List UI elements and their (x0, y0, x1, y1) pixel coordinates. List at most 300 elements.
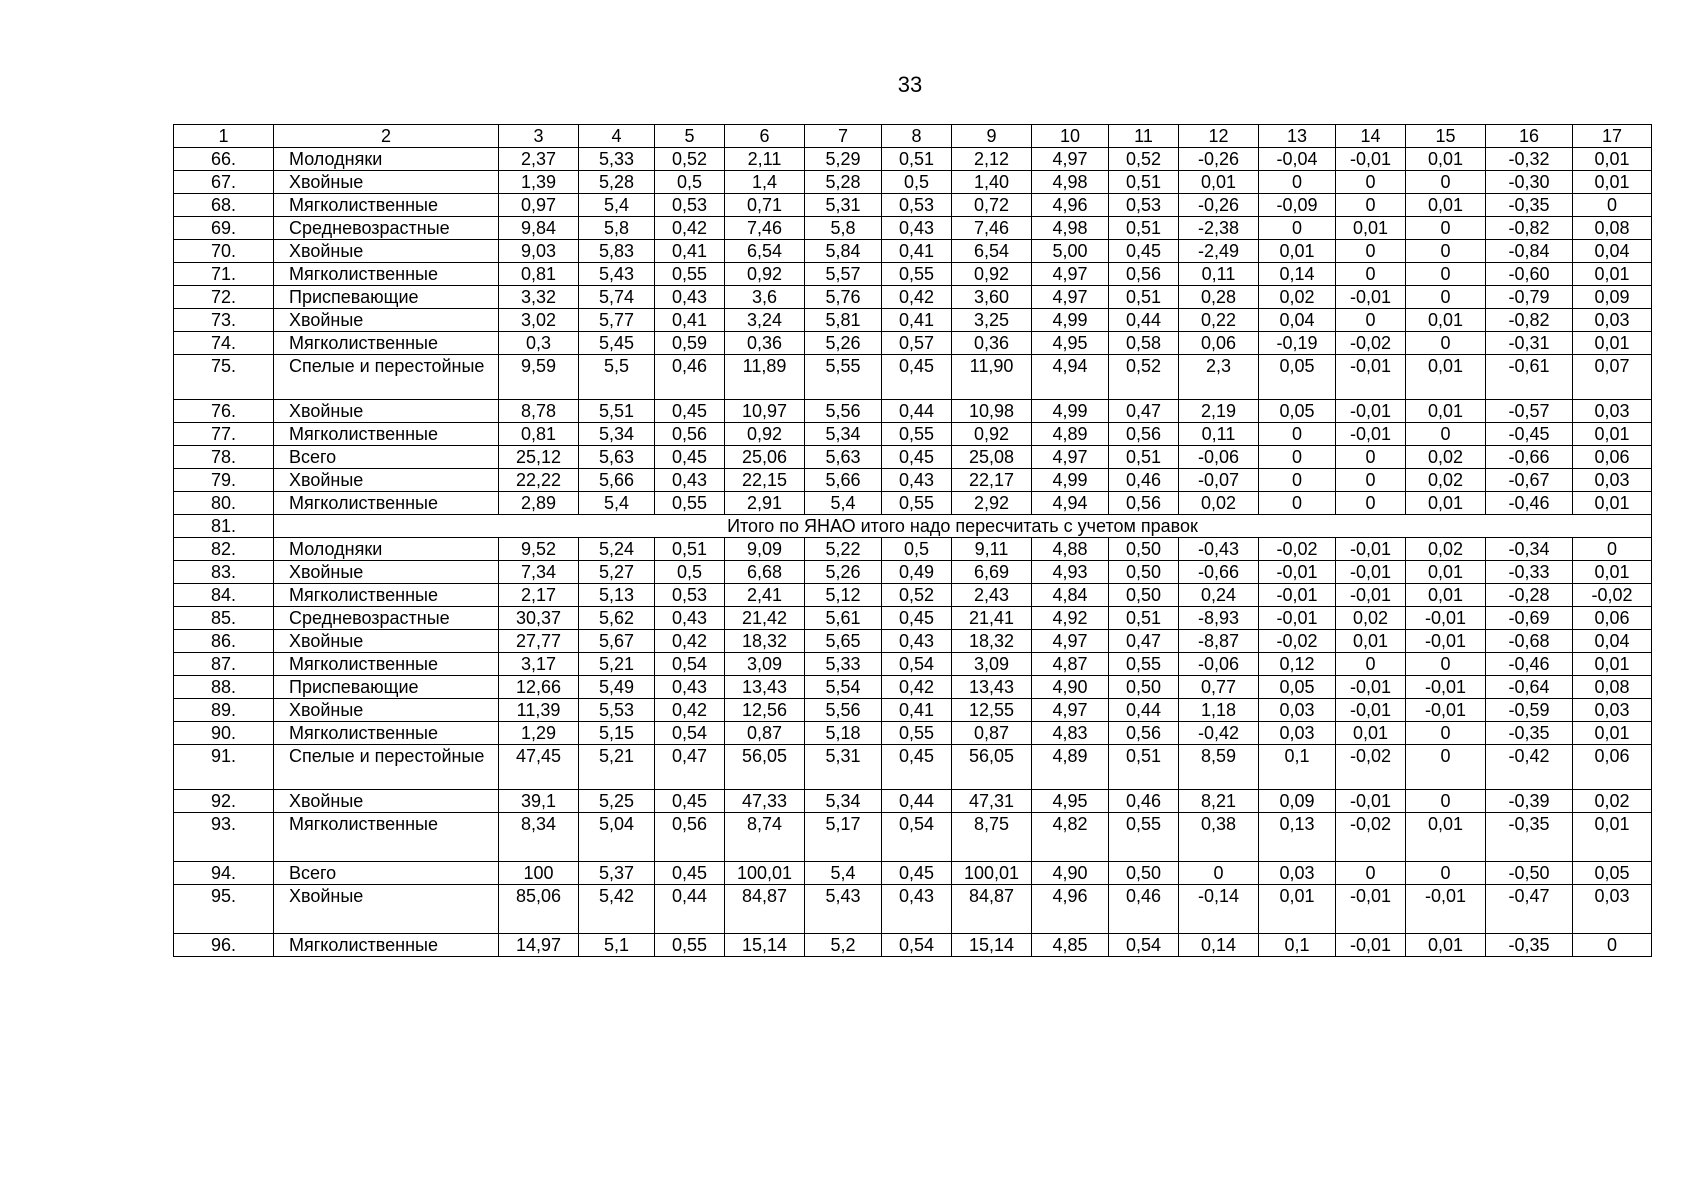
value-cell: 0,55 (882, 263, 952, 286)
value-cell: 5,56 (805, 699, 882, 722)
value-cell: 3,60 (952, 286, 1032, 309)
value-cell: -0,01 (1336, 286, 1406, 309)
value-cell: 9,09 (725, 538, 805, 561)
value-cell: 5,17 (805, 813, 882, 862)
value-cell: 5,8 (579, 217, 655, 240)
table-row (174, 400, 1652, 423)
value-cell: 0,55 (655, 492, 725, 515)
value-cell: 0 (1406, 862, 1486, 885)
value-cell: 0,13 (1259, 813, 1336, 862)
value-cell: 5,29 (805, 148, 882, 171)
row-number: 90. (174, 722, 274, 745)
value-cell: 0 (1406, 240, 1486, 263)
value-cell: 0,43 (655, 607, 725, 630)
row-category: Молодняки (274, 148, 499, 171)
value-cell: 5,28 (579, 171, 655, 194)
value-cell: 5,22 (805, 538, 882, 561)
value-cell: 0,43 (882, 885, 952, 934)
table-row (174, 584, 1652, 607)
value-cell: 4,83 (1032, 722, 1109, 745)
value-cell: 0,5 (655, 561, 725, 584)
value-cell: 0,04 (1573, 630, 1652, 653)
value-cell: 4,94 (1032, 492, 1109, 515)
value-cell: 0,01 (1573, 561, 1652, 584)
value-cell: -0,09 (1259, 194, 1336, 217)
value-cell: 6,54 (952, 240, 1032, 263)
value-cell: 5,25 (579, 790, 655, 813)
value-cell: 84,87 (725, 885, 805, 934)
value-cell: 0,87 (952, 722, 1032, 745)
value-cell: 9,59 (499, 355, 579, 400)
value-cell: 2,19 (1179, 400, 1259, 423)
value-cell: 0 (1406, 263, 1486, 286)
value-cell: 1,18 (1179, 699, 1259, 722)
table-row (174, 745, 1652, 790)
value-cell: 0,01 (1573, 492, 1652, 515)
value-cell: 4,97 (1032, 263, 1109, 286)
value-cell: 4,97 (1032, 286, 1109, 309)
column-header: 13 (1259, 125, 1336, 148)
value-cell: 14,97 (499, 934, 579, 957)
value-cell: 0,58 (1109, 332, 1179, 355)
row-number: 68. (174, 194, 274, 217)
table-row (174, 538, 1652, 561)
value-cell: 5,31 (805, 194, 882, 217)
value-cell: 0,52 (1109, 355, 1179, 400)
table-row (174, 194, 1652, 217)
value-cell: -0,04 (1259, 148, 1336, 171)
value-cell: -2,49 (1179, 240, 1259, 263)
value-cell: 0 (1406, 653, 1486, 676)
value-cell: -0,02 (1573, 584, 1652, 607)
table-row (174, 469, 1652, 492)
value-cell: 0,53 (882, 194, 952, 217)
value-cell: 0,01 (1406, 148, 1486, 171)
table-row (174, 355, 1652, 400)
value-cell: 15,14 (725, 934, 805, 957)
value-cell: 22,17 (952, 469, 1032, 492)
value-cell: 4,87 (1032, 653, 1109, 676)
value-cell: 0,43 (882, 469, 952, 492)
value-cell: 0,51 (1109, 171, 1179, 194)
value-cell: 0,54 (882, 934, 952, 957)
value-cell: 5,84 (805, 240, 882, 263)
value-cell: 0 (1336, 240, 1406, 263)
value-cell: 4,97 (1032, 699, 1109, 722)
value-cell: 0,01 (1573, 332, 1652, 355)
value-cell: 0,01 (1573, 813, 1652, 862)
value-cell: 5,54 (805, 676, 882, 699)
value-cell: 0,51 (1109, 745, 1179, 790)
value-cell: 0,56 (655, 423, 725, 446)
value-cell: 0,02 (1573, 790, 1652, 813)
row-number: 87. (174, 653, 274, 676)
value-cell: -0,79 (1486, 286, 1573, 309)
value-cell: 0,03 (1573, 885, 1652, 934)
value-cell: 39,1 (499, 790, 579, 813)
value-cell: 5,83 (579, 240, 655, 263)
value-cell: 0,5 (655, 171, 725, 194)
value-cell: -0,01 (1259, 607, 1336, 630)
value-cell: 0,01 (1336, 630, 1406, 653)
value-cell: 0,71 (725, 194, 805, 217)
value-cell: 0,02 (1406, 446, 1486, 469)
value-cell: 0,97 (499, 194, 579, 217)
value-cell: 0,44 (882, 400, 952, 423)
value-cell: -0,31 (1486, 332, 1573, 355)
row-category: Мягколиственные (274, 332, 499, 355)
value-cell: 4,85 (1032, 934, 1109, 957)
value-cell: 0,45 (655, 862, 725, 885)
row-number: 83. (174, 561, 274, 584)
value-cell: 0,46 (1109, 885, 1179, 934)
value-cell: 0,09 (1573, 286, 1652, 309)
value-cell: 8,34 (499, 813, 579, 862)
value-cell: -0,06 (1179, 446, 1259, 469)
value-cell: 0,42 (655, 699, 725, 722)
value-cell: 0,05 (1259, 400, 1336, 423)
table-row (174, 722, 1652, 745)
value-cell: 0,43 (655, 286, 725, 309)
value-cell: 0 (1259, 492, 1336, 515)
value-cell: 0,02 (1179, 492, 1259, 515)
value-cell: 0,5 (882, 171, 952, 194)
value-cell: 6,54 (725, 240, 805, 263)
value-cell: -0,47 (1486, 885, 1573, 934)
table-row (174, 813, 1652, 862)
value-cell: 0,46 (655, 355, 725, 400)
value-cell: 0,45 (655, 790, 725, 813)
value-cell: -0,35 (1486, 722, 1573, 745)
value-cell: 0,92 (725, 263, 805, 286)
value-cell: 0,03 (1573, 699, 1652, 722)
value-cell: 4,89 (1032, 423, 1109, 446)
value-cell: 5,8 (805, 217, 882, 240)
value-cell: 0,47 (655, 745, 725, 790)
value-cell: 0 (1406, 722, 1486, 745)
value-cell: 9,11 (952, 538, 1032, 561)
row-category: Мягколиственные (274, 653, 499, 676)
value-cell: 5,31 (805, 745, 882, 790)
value-cell: 0,1 (1259, 745, 1336, 790)
value-cell: 5,37 (579, 862, 655, 885)
value-cell: 0,54 (655, 653, 725, 676)
value-cell: 0,08 (1573, 676, 1652, 699)
column-header: 3 (499, 125, 579, 148)
value-cell: -2,38 (1179, 217, 1259, 240)
row-number: 78. (174, 446, 274, 469)
value-cell: 1,29 (499, 722, 579, 745)
table-row (174, 561, 1652, 584)
value-cell: 0 (1573, 194, 1652, 217)
row-category: Всего (274, 446, 499, 469)
value-cell: 5,34 (805, 423, 882, 446)
value-cell: 2,43 (952, 584, 1032, 607)
value-cell: 0,45 (882, 355, 952, 400)
value-cell: 7,46 (725, 217, 805, 240)
value-cell: -0,01 (1336, 561, 1406, 584)
row-category: Средневозрастные (274, 217, 499, 240)
value-cell: 1,40 (952, 171, 1032, 194)
value-cell: 2,3 (1179, 355, 1259, 400)
value-cell: 0,55 (655, 934, 725, 957)
value-cell: 0,5 (882, 538, 952, 561)
value-cell: -0,28 (1486, 584, 1573, 607)
row-category: Приспевающие (274, 676, 499, 699)
row-number: 69. (174, 217, 274, 240)
row-category: Хвойные (274, 885, 499, 934)
value-cell: 0,04 (1573, 240, 1652, 263)
row-number: 81. (174, 515, 274, 538)
table-row (174, 423, 1652, 446)
value-cell: 5,34 (805, 790, 882, 813)
value-cell: 4,89 (1032, 745, 1109, 790)
value-cell: 10,97 (725, 400, 805, 423)
value-cell: 4,82 (1032, 813, 1109, 862)
value-cell: 0,01 (1573, 263, 1652, 286)
row-number: 93. (174, 813, 274, 862)
value-cell: -0,06 (1179, 653, 1259, 676)
value-cell: 0,46 (1109, 790, 1179, 813)
value-cell: 7,34 (499, 561, 579, 584)
value-cell: 0,38 (1179, 813, 1259, 862)
value-cell: 56,05 (725, 745, 805, 790)
value-cell: 5,28 (805, 171, 882, 194)
value-cell: 5,62 (579, 607, 655, 630)
value-cell: 0 (1336, 492, 1406, 515)
value-cell: 0,44 (655, 885, 725, 934)
value-cell: 5,26 (805, 332, 882, 355)
value-cell: 3,17 (499, 653, 579, 676)
value-cell: 5,45 (579, 332, 655, 355)
table-row (174, 885, 1652, 934)
value-cell: 0,03 (1573, 309, 1652, 332)
value-cell: 0,52 (882, 584, 952, 607)
value-cell: 0,12 (1259, 653, 1336, 676)
value-cell: 25,12 (499, 446, 579, 469)
value-cell: 0,56 (655, 813, 725, 862)
value-cell: 4,97 (1032, 148, 1109, 171)
value-cell: 0,43 (882, 217, 952, 240)
value-cell: 0,53 (1109, 194, 1179, 217)
value-cell: 12,56 (725, 699, 805, 722)
value-cell: 0,03 (1573, 400, 1652, 423)
value-cell: -0,01 (1336, 885, 1406, 934)
value-cell: -0,01 (1406, 607, 1486, 630)
column-header: 6 (725, 125, 805, 148)
value-cell: 0,72 (952, 194, 1032, 217)
value-cell: 0 (1336, 309, 1406, 332)
value-cell: 0,44 (882, 790, 952, 813)
value-cell: 3,02 (499, 309, 579, 332)
row-category: Мягколиственные (274, 722, 499, 745)
row-number: 66. (174, 148, 274, 171)
row-category: Мягколиственные (274, 584, 499, 607)
value-cell: 5,51 (579, 400, 655, 423)
value-cell: 12,66 (499, 676, 579, 699)
value-cell: 8,59 (1179, 745, 1259, 790)
table-row (174, 934, 1652, 957)
value-cell: 0,36 (725, 332, 805, 355)
value-cell: 0,01 (1406, 561, 1486, 584)
row-number: 94. (174, 862, 274, 885)
value-cell: 5,4 (805, 862, 882, 885)
value-cell: 0,3 (499, 332, 579, 355)
value-cell: 0,42 (655, 630, 725, 653)
value-cell: 0,07 (1573, 355, 1652, 400)
value-cell: 5,12 (805, 584, 882, 607)
value-cell: 0,51 (655, 538, 725, 561)
value-cell: 5,33 (805, 653, 882, 676)
value-cell: 3,25 (952, 309, 1032, 332)
value-cell: 0,03 (1573, 469, 1652, 492)
value-cell: 5,63 (579, 446, 655, 469)
value-cell: -0,61 (1486, 355, 1573, 400)
value-cell: 5,21 (579, 653, 655, 676)
value-cell: 0 (1406, 332, 1486, 355)
value-cell: 0,81 (499, 423, 579, 446)
value-cell: 0,03 (1259, 722, 1336, 745)
row-category: Мягколиственные (274, 934, 499, 957)
value-cell: 0,51 (882, 148, 952, 171)
row-number: 70. (174, 240, 274, 263)
row-category: Хвойные (274, 561, 499, 584)
value-cell: 5,26 (805, 561, 882, 584)
value-cell: 0,01 (1336, 217, 1406, 240)
value-cell: 0 (1259, 217, 1336, 240)
value-cell: 0,45 (1109, 240, 1179, 263)
row-number: 82. (174, 538, 274, 561)
row-number: 95. (174, 885, 274, 934)
value-cell: 0,42 (882, 676, 952, 699)
table-row (174, 862, 1652, 885)
value-cell: 0,24 (1179, 584, 1259, 607)
column-header: 1 (174, 125, 274, 148)
row-category: Хвойные (274, 171, 499, 194)
value-cell: 0,92 (952, 263, 1032, 286)
table-row (174, 217, 1652, 240)
value-cell: 0 (1406, 423, 1486, 446)
value-cell: -0,01 (1336, 699, 1406, 722)
value-cell: 11,90 (952, 355, 1032, 400)
value-cell: -0,02 (1259, 538, 1336, 561)
value-cell: 0,42 (655, 217, 725, 240)
value-cell: -0,19 (1259, 332, 1336, 355)
row-number: 80. (174, 492, 274, 515)
value-cell: 0,03 (1259, 862, 1336, 885)
row-number: 89. (174, 699, 274, 722)
row-category: Хвойные (274, 699, 499, 722)
table-row (174, 171, 1652, 194)
value-cell: 1,4 (725, 171, 805, 194)
value-cell: 0,41 (655, 240, 725, 263)
value-cell: 85,06 (499, 885, 579, 934)
row-number: 76. (174, 400, 274, 423)
value-cell: 0,51 (1109, 286, 1179, 309)
value-cell: 0,59 (655, 332, 725, 355)
value-cell: 5,43 (805, 885, 882, 934)
value-cell: 0,47 (1109, 400, 1179, 423)
forest-data-table (173, 124, 1652, 957)
column-header: 7 (805, 125, 882, 148)
value-cell: 5,4 (805, 492, 882, 515)
value-cell: -0,66 (1486, 446, 1573, 469)
value-cell: 0,46 (1109, 469, 1179, 492)
value-cell: 2,37 (499, 148, 579, 171)
value-cell: 0,45 (655, 400, 725, 423)
value-cell: 6,68 (725, 561, 805, 584)
value-cell: 5,13 (579, 584, 655, 607)
value-cell: 4,84 (1032, 584, 1109, 607)
value-cell: -0,01 (1336, 400, 1406, 423)
value-cell: 2,12 (952, 148, 1032, 171)
value-cell: 0,02 (1336, 607, 1406, 630)
value-cell: 0,41 (882, 240, 952, 263)
value-cell: 0,05 (1259, 355, 1336, 400)
row-category: Хвойные (274, 400, 499, 423)
value-cell: 9,84 (499, 217, 579, 240)
value-cell: -0,39 (1486, 790, 1573, 813)
value-cell: 5,4 (579, 194, 655, 217)
value-cell: 5,77 (579, 309, 655, 332)
value-cell: 13,43 (725, 676, 805, 699)
value-cell: -0,01 (1336, 423, 1406, 446)
row-category: Хвойные (274, 630, 499, 653)
value-cell: 0 (1336, 194, 1406, 217)
value-cell: -0,02 (1336, 813, 1406, 862)
value-cell: 5,5 (579, 355, 655, 400)
value-cell: 0 (1179, 862, 1259, 885)
row-category: Хвойные (274, 240, 499, 263)
value-cell: 5,81 (805, 309, 882, 332)
value-cell: 0,01 (1406, 355, 1486, 400)
value-cell: 2,41 (725, 584, 805, 607)
value-cell: 5,4 (579, 492, 655, 515)
value-cell: 0,01 (1406, 934, 1486, 957)
value-cell: 0,50 (1109, 561, 1179, 584)
value-cell: 0,54 (882, 813, 952, 862)
value-cell: 0,14 (1179, 934, 1259, 957)
value-cell: 0 (1336, 263, 1406, 286)
value-cell: -0,50 (1486, 862, 1573, 885)
value-cell: 0,01 (1573, 423, 1652, 446)
value-cell: 5,55 (805, 355, 882, 400)
table-row (174, 607, 1652, 630)
value-cell: 100 (499, 862, 579, 885)
value-cell: -0,32 (1486, 148, 1573, 171)
value-cell: 9,52 (499, 538, 579, 561)
value-cell: -0,02 (1336, 745, 1406, 790)
value-cell: 47,45 (499, 745, 579, 790)
column-header: 2 (274, 125, 499, 148)
value-cell: 5,27 (579, 561, 655, 584)
value-cell: 0,51 (1109, 217, 1179, 240)
value-cell: 5,63 (805, 446, 882, 469)
value-cell: 0,09 (1259, 790, 1336, 813)
value-cell: -0,64 (1486, 676, 1573, 699)
value-cell: 0,50 (1109, 676, 1179, 699)
value-cell: 0,05 (1573, 862, 1652, 885)
value-cell: 5,2 (805, 934, 882, 957)
value-cell: -0,82 (1486, 309, 1573, 332)
value-cell: 0,01 (1406, 813, 1486, 862)
value-cell: -0,67 (1486, 469, 1573, 492)
value-cell: 0,51 (1109, 607, 1179, 630)
value-cell: 0,01 (1573, 653, 1652, 676)
table-row (174, 492, 1652, 515)
value-cell: 2,11 (725, 148, 805, 171)
value-cell: -0,01 (1336, 790, 1406, 813)
